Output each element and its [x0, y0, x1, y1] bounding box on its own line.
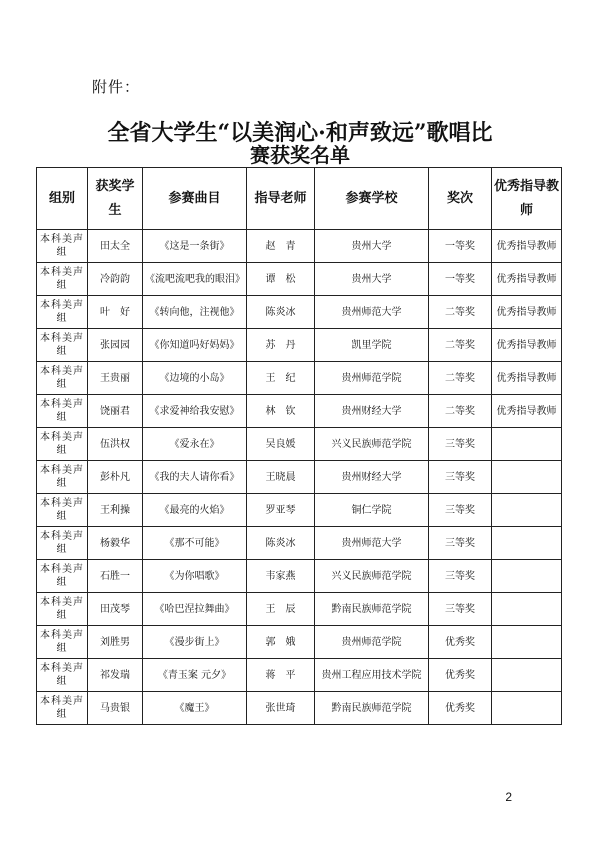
cell-excellent-teacher: [492, 560, 562, 593]
cell-group: 本科美声组: [37, 692, 88, 725]
cell-student: 田茂琴: [88, 593, 143, 626]
cell-school: 贵州师范大学: [315, 527, 429, 560]
cell-teacher: 苏 丹: [247, 329, 315, 362]
cell-group: 本科美声组: [37, 659, 88, 692]
cell-group: 本科美声组: [37, 461, 88, 494]
cell-student: 彭朴凡: [88, 461, 143, 494]
table-row: [37, 428, 562, 461]
table-row: [37, 527, 562, 560]
cell-student: 伍洪权: [88, 428, 143, 461]
cell-excellent-teacher: 优秀指导教师: [492, 263, 562, 296]
cell-excellent-teacher: [492, 527, 562, 560]
cell-teacher: 郭 娥: [247, 626, 315, 659]
cell-song: 《青玉案 元夕》: [143, 659, 247, 692]
cell-teacher: 王晓晨: [247, 461, 315, 494]
cell-song: 《我的夫人请你看》: [143, 461, 247, 494]
cell-teacher: 谭 松: [247, 263, 315, 296]
cell-song: 《漫步街上》: [143, 626, 247, 659]
header-excellent-teacher: 优秀指导教师: [492, 168, 562, 230]
cell-excellent-teacher: [492, 692, 562, 725]
cell-award: 二等奖: [429, 329, 492, 362]
cell-school: 贵州大学: [315, 263, 429, 296]
cell-student: 石胜一: [88, 560, 143, 593]
cell-excellent-teacher: [492, 461, 562, 494]
cell-student: 马贵银: [88, 692, 143, 725]
cell-award: 二等奖: [429, 362, 492, 395]
cell-school: 贵州大学: [315, 230, 429, 263]
cell-student: 饶丽君: [88, 395, 143, 428]
table-row: [37, 560, 562, 593]
cell-excellent-teacher: [492, 494, 562, 527]
table-row: [37, 593, 562, 626]
cell-group: 本科美声组: [37, 362, 88, 395]
cell-group: 本科美声组: [37, 263, 88, 296]
cell-group: 本科美声组: [37, 329, 88, 362]
cell-award: 三等奖: [429, 428, 492, 461]
cell-song: 《转向他，注视他》: [143, 296, 247, 329]
header-school: 参赛学校: [315, 168, 429, 230]
cell-award: 一等奖: [429, 263, 492, 296]
header-award: 奖次: [429, 168, 492, 230]
cell-award: 三等奖: [429, 527, 492, 560]
table-row: [37, 659, 562, 692]
table-row: [37, 263, 562, 296]
table-row: [37, 494, 562, 527]
cell-group: 本科美声组: [37, 527, 88, 560]
cell-school: 兴义民族师范学院: [315, 560, 429, 593]
cell-group: 本科美声组: [37, 494, 88, 527]
cell-award: 优秀奖: [429, 692, 492, 725]
table-row: [37, 362, 562, 395]
cell-group: 本科美声组: [37, 230, 88, 263]
cell-school: 贵州财经大学: [315, 461, 429, 494]
header-teacher: 指导老师: [247, 168, 315, 230]
page-number: 2: [505, 790, 512, 804]
cell-excellent-teacher: 优秀指导教师: [492, 296, 562, 329]
cell-student: 杨毅华: [88, 527, 143, 560]
cell-award: 三等奖: [429, 593, 492, 626]
cell-group: 本科美声组: [37, 560, 88, 593]
cell-song: 《哈巴涅拉舞曲》: [143, 593, 247, 626]
cell-song: 《你知道吗好妈妈》: [143, 329, 247, 362]
cell-excellent-teacher: 优秀指导教师: [492, 362, 562, 395]
cell-school: 贵州师范学院: [315, 362, 429, 395]
cell-award: 二等奖: [429, 296, 492, 329]
attachment-label: 附件：: [92, 78, 141, 96]
cell-award: 三等奖: [429, 461, 492, 494]
cell-student: 祁发瑞: [88, 659, 143, 692]
cell-excellent-teacher: 优秀指导教师: [492, 230, 562, 263]
document-title-line2: 赛获奖名单: [250, 143, 350, 167]
cell-teacher: 陈炎冰: [247, 527, 315, 560]
cell-award: 三等奖: [429, 560, 492, 593]
cell-group: 本科美声组: [37, 395, 88, 428]
cell-school: 黔南民族师范学院: [315, 692, 429, 725]
cell-teacher: 张世琦: [247, 692, 315, 725]
table-row: [37, 296, 562, 329]
table-row: [37, 692, 562, 725]
cell-song: 《求爱神给我安慰》: [143, 395, 247, 428]
cell-teacher: 韦家燕: [247, 560, 315, 593]
cell-group: 本科美声组: [37, 626, 88, 659]
cell-excellent-teacher: [492, 593, 562, 626]
table-header: [37, 168, 562, 230]
cell-teacher: 王 辰: [247, 593, 315, 626]
cell-teacher: 赵 青: [247, 230, 315, 263]
table-row: [37, 329, 562, 362]
cell-school: 黔南民族师范学院: [315, 593, 429, 626]
cell-student: 冷韵韵: [88, 263, 143, 296]
header-song: 参赛曲目: [143, 168, 247, 230]
cell-award: 优秀奖: [429, 626, 492, 659]
table-row: [37, 461, 562, 494]
cell-excellent-teacher: [492, 626, 562, 659]
cell-song: 《流吧流吧我的眼泪》: [143, 263, 247, 296]
header-group: 组别: [37, 168, 88, 230]
cell-excellent-teacher: 优秀指导教师: [492, 395, 562, 428]
header-row: [37, 168, 562, 230]
cell-school: 贵州师范学院: [315, 626, 429, 659]
cell-school: 兴义民族师范学院: [315, 428, 429, 461]
table-body: [37, 230, 562, 725]
cell-teacher: 林 钦: [247, 395, 315, 428]
cell-song: 《边境的小岛》: [143, 362, 247, 395]
cell-excellent-teacher: [492, 428, 562, 461]
cell-song: 《为你唱歌》: [143, 560, 247, 593]
cell-school: 贵州师范大学: [315, 296, 429, 329]
cell-award: 三等奖: [429, 494, 492, 527]
cell-song: 《最亮的火焰》: [143, 494, 247, 527]
cell-song: 《那不可能》: [143, 527, 247, 560]
cell-teacher: 蒋 平: [247, 659, 315, 692]
cell-school: 贵州工程应用技术学院: [315, 659, 429, 692]
cell-teacher: 罗亚琴: [247, 494, 315, 527]
cell-teacher: 陈炎冰: [247, 296, 315, 329]
cell-song: 《爱永在》: [143, 428, 247, 461]
cell-teacher: 王 纪: [247, 362, 315, 395]
cell-student: 王贵丽: [88, 362, 143, 395]
cell-student: 张园园: [88, 329, 143, 362]
cell-award: 一等奖: [429, 230, 492, 263]
cell-excellent-teacher: 优秀指导教师: [492, 329, 562, 362]
cell-school: 贵州财经大学: [315, 395, 429, 428]
awards-table: [36, 167, 562, 725]
cell-award: 优秀奖: [429, 659, 492, 692]
table-row: [37, 395, 562, 428]
table-row: [37, 230, 562, 263]
cell-school: 凯里学院: [315, 329, 429, 362]
cell-student: 叶 好: [88, 296, 143, 329]
cell-song: 《这是一条街》: [143, 230, 247, 263]
cell-song: 《魔王》: [143, 692, 247, 725]
cell-group: 本科美声组: [37, 296, 88, 329]
header-student: 获奖学生: [88, 168, 143, 230]
cell-teacher: 吴良媛: [247, 428, 315, 461]
cell-group: 本科美声组: [37, 428, 88, 461]
document-title-line1: 全省大学生“以美润心·和声致远”歌唱比: [107, 120, 493, 146]
cell-student: 刘胜男: [88, 626, 143, 659]
cell-award: 二等奖: [429, 395, 492, 428]
cell-student: 王利操: [88, 494, 143, 527]
cell-school: 铜仁学院: [315, 494, 429, 527]
cell-group: 本科美声组: [37, 593, 88, 626]
table-row: [37, 626, 562, 659]
cell-excellent-teacher: [492, 659, 562, 692]
cell-student: 田太全: [88, 230, 143, 263]
